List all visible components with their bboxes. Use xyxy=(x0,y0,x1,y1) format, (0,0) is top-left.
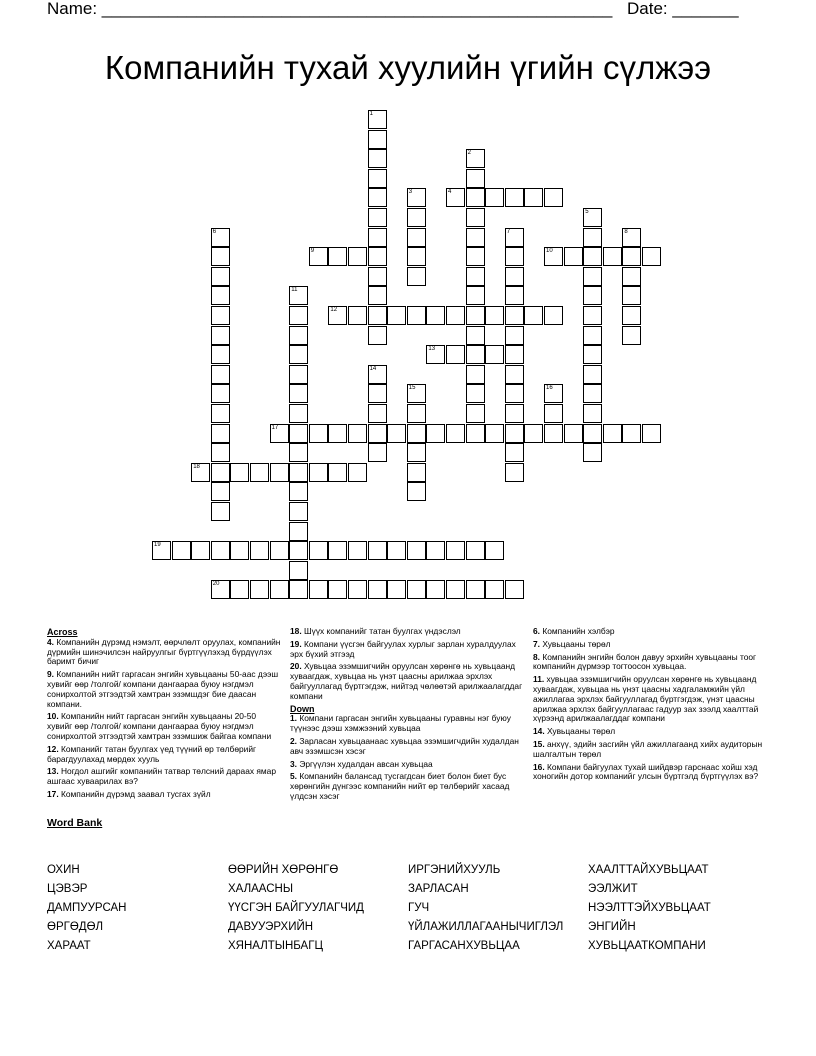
crossword-cell[interactable] xyxy=(407,404,426,423)
crossword-cell[interactable] xyxy=(466,247,485,266)
clue-item xyxy=(47,670,282,709)
crossword-cell[interactable] xyxy=(564,424,583,443)
crossword-cell[interactable] xyxy=(289,522,308,541)
crossword-cell[interactable] xyxy=(407,228,426,247)
clue-item xyxy=(47,745,282,765)
crossword-cell[interactable] xyxy=(230,580,249,599)
word-bank-item: ХАРААТ xyxy=(47,940,91,952)
word-bank-item: ҮЙЛАЖИЛЛАГААНЫЧИГЛЭЛ xyxy=(408,921,564,933)
crossword-cell[interactable] xyxy=(446,580,465,599)
crossword-cell[interactable] xyxy=(603,424,622,443)
crossword-cell[interactable] xyxy=(309,463,328,482)
crossword-cell[interactable] xyxy=(387,306,406,325)
clue-number: 19. xyxy=(290,638,302,649)
crossword-cell[interactable] xyxy=(368,365,387,384)
crossword-cell[interactable] xyxy=(583,286,602,305)
crossword-cell[interactable] xyxy=(426,541,445,560)
clue-item xyxy=(533,727,768,737)
cell-number: 5 xyxy=(585,209,589,215)
clue-number: 17. xyxy=(47,788,59,799)
crossword-cell[interactable] xyxy=(446,306,465,325)
clue-number: 13. xyxy=(47,766,59,777)
crossword-cell[interactable] xyxy=(466,580,485,599)
clue-item xyxy=(533,763,768,783)
crossword-cell[interactable] xyxy=(289,306,308,325)
name-label: Name: xyxy=(47,0,102,18)
crossword-cell[interactable] xyxy=(289,541,308,560)
clue-item xyxy=(47,790,282,800)
crossword-cell[interactable] xyxy=(289,384,308,403)
crossword-cell[interactable] xyxy=(289,580,308,599)
crossword-cell[interactable] xyxy=(368,286,387,305)
crossword-cell[interactable] xyxy=(211,345,230,364)
page-title: Компанийн тухай хуулийн үгийн сүлжээ xyxy=(104,49,712,86)
crossword-cell[interactable] xyxy=(368,443,387,462)
cell-number: 15 xyxy=(408,385,416,392)
crossword-cell[interactable] xyxy=(466,345,485,364)
crossword-cell[interactable] xyxy=(583,306,602,325)
crossword-cell[interactable] xyxy=(583,384,602,403)
crossword-cell[interactable] xyxy=(505,404,524,423)
crossword-cell[interactable] xyxy=(289,404,308,423)
crossword-cell[interactable] xyxy=(505,267,524,286)
crossword-cell[interactable] xyxy=(505,345,524,364)
crossword-cell[interactable] xyxy=(407,247,426,266)
crossword-cell[interactable] xyxy=(289,424,308,443)
crossword-cell[interactable] xyxy=(289,502,308,521)
crossword-cell[interactable] xyxy=(583,365,602,384)
crossword-cell[interactable] xyxy=(191,541,210,560)
cell-number: 8 xyxy=(624,228,628,235)
crossword-cell[interactable] xyxy=(544,424,563,443)
crossword-cell[interactable] xyxy=(328,580,347,599)
crossword-cell[interactable] xyxy=(309,247,328,266)
clue-number: 4. xyxy=(47,636,54,647)
cell-number: 11 xyxy=(291,287,298,294)
crossword-cell[interactable] xyxy=(368,326,387,345)
clue-item xyxy=(533,627,768,637)
clue-number: 8. xyxy=(533,651,540,662)
crossword-cell[interactable] xyxy=(328,463,347,482)
crossword-cell[interactable] xyxy=(407,580,426,599)
crossword-cell[interactable] xyxy=(485,424,504,443)
crossword-cell[interactable] xyxy=(407,306,426,325)
crossword-cell[interactable] xyxy=(583,267,602,286)
clue-item xyxy=(290,760,525,770)
crossword-cell[interactable] xyxy=(211,247,230,266)
word-bank-item: ЦЭВЭР xyxy=(47,883,88,895)
crossword-cell[interactable] xyxy=(172,541,191,560)
crossword-cell[interactable] xyxy=(466,267,485,286)
crossword-cell[interactable] xyxy=(348,541,367,560)
crossword-cell[interactable] xyxy=(544,188,563,207)
clue-text: анхүү, эдийн засгийн үйл ажиллагаанд хийх аудиторын шалгалтын төрөл xyxy=(533,738,763,759)
clues-column-2 xyxy=(290,627,525,805)
cell-number: 7 xyxy=(506,228,511,235)
clue-text: Хувьцааны төрөл xyxy=(546,726,616,737)
cell-number: 9 xyxy=(310,248,315,255)
crossword-cell[interactable] xyxy=(368,247,387,266)
word-bank-item: ИРГЭНИЙХУУЛЬ xyxy=(408,864,501,876)
crossword-cell[interactable] xyxy=(368,404,387,423)
crossword-cell[interactable] xyxy=(622,326,641,345)
clue-number: 1. xyxy=(290,713,297,724)
word-bank-item: ХУВЬЦААТКОМПАНИ xyxy=(588,940,706,952)
crossword-cell[interactable] xyxy=(211,365,230,384)
clue-text: Компанийн нийт гаргасан энгийн хувьцааны 50-аас дээш хувийг өөр /толгой/ компани дангаараа буюу нэгдмэл сонирхолтой этгээдтэй хамтран эзэмшдэг бие даасан компани. xyxy=(47,669,279,709)
clue-item xyxy=(290,714,525,734)
crossword-cell[interactable] xyxy=(466,286,485,305)
crossword-cell[interactable] xyxy=(446,541,465,560)
crossword-cell[interactable] xyxy=(368,208,387,227)
crossword-cell[interactable] xyxy=(211,541,230,560)
crossword-cell[interactable] xyxy=(466,228,485,247)
crossword-cell[interactable] xyxy=(505,424,524,443)
clue-text: Компанийн дүрэмд нэмэлт, өөрчлөлт оруулах, компанийн дүрмийн шинэчилсэн найруулгыг бүртгүүлэхэд бүрдүүлэх баримт бичиг xyxy=(47,636,281,667)
crossword-cell[interactable] xyxy=(544,384,563,403)
crossword-cell[interactable] xyxy=(622,247,641,266)
crossword-cell[interactable] xyxy=(211,286,230,305)
cell-number: 1 xyxy=(369,111,373,117)
crossword-cell[interactable] xyxy=(250,580,269,599)
crossword-cell[interactable] xyxy=(485,306,504,325)
crossword-cell[interactable] xyxy=(407,443,426,462)
crossword-cell[interactable] xyxy=(211,306,230,325)
clue-text: Хувьцаа эзэмшигчийн оруулсан хөрөнгө нь хувьцаанд хуваагдаж, хувьцаа нь үнэт цаасны арилжаа эрхлэх байгууллагад бүртгэгдэж, нийтэд чөлөөтэй арилжаалагддаг компани xyxy=(290,661,523,701)
crossword-cell[interactable] xyxy=(289,286,308,305)
crossword-cell[interactable] xyxy=(603,247,622,266)
cell-number: 16 xyxy=(546,385,553,392)
word-bank-item: ЗАРЛАСАН xyxy=(408,883,469,895)
word-bank-item: ҮҮСГЭН БАЙГУУЛАГЧИД xyxy=(228,902,364,914)
crossword-cell[interactable] xyxy=(485,580,504,599)
crossword-cell[interactable] xyxy=(348,580,367,599)
word-bank-item: ӨРГӨДӨЛ xyxy=(47,921,104,933)
cell-number: 13 xyxy=(428,346,436,353)
word-bank-heading: Word Bank xyxy=(47,817,103,829)
word-bank-item: ГАРГАСАНХУВЬЦАА xyxy=(408,940,520,952)
clue-text: хувьцаа эзэмшигчийн оруулсан хөрөнгө нь хувьцаанд хуваагдаж, хувьцаа нь үнэт цаасны хадгаламжийн үйл ажиллагаа эрхлэх байгууллагад бүртгэгдэж, үнэт цаасны арилжаа эрхлэх байгууллагаас гадуур зах зээлд хаалттай хүрээнд арилжаалагддаг компани xyxy=(533,674,759,724)
crossword-cell[interactable] xyxy=(466,384,485,403)
crossword-cell[interactable] xyxy=(368,169,387,188)
crossword-cell[interactable] xyxy=(230,463,249,482)
word-bank-item: ХЯНАЛТЫНБАГЦ xyxy=(228,940,323,952)
crossword-cell[interactable] xyxy=(368,384,387,403)
crossword-cell[interactable] xyxy=(446,424,465,443)
crossword-cell[interactable] xyxy=(368,130,387,149)
crossword-cell[interactable] xyxy=(426,306,445,325)
cell-number: 4 xyxy=(448,189,452,196)
crossword-cell[interactable] xyxy=(407,541,426,560)
crossword-cell[interactable] xyxy=(368,424,387,443)
crossword-cell[interactable] xyxy=(583,424,602,443)
clue-item xyxy=(47,767,282,787)
crossword-cell[interactable] xyxy=(407,384,426,403)
clue-text: Шүүх компанийг татан буулгах үндэслэл xyxy=(303,626,461,636)
clue-number: 10. xyxy=(47,711,59,722)
crossword-cell[interactable] xyxy=(289,482,308,501)
crossword-cell[interactable] xyxy=(211,384,230,403)
crossword-cell[interactable] xyxy=(348,306,367,325)
crossword-cell[interactable] xyxy=(622,286,641,305)
down-heading: Down xyxy=(290,703,315,714)
crossword-cell[interactable] xyxy=(485,188,504,207)
crossword-cell[interactable] xyxy=(564,247,583,266)
cell-number: 19 xyxy=(154,542,161,549)
crossword-cell[interactable] xyxy=(583,326,602,345)
clue-text: Ногдол ашгийг компанийн татвар төлсний дараах ямар ашгаас хуваарилах вэ? xyxy=(47,766,276,787)
crossword-cell[interactable] xyxy=(211,502,230,521)
clue-item xyxy=(290,772,525,801)
crossword-cell[interactable] xyxy=(407,188,426,207)
crossword-cell[interactable] xyxy=(505,384,524,403)
word-bank-item: ДАВУУЭРХИЙН xyxy=(228,921,314,933)
crossword-cell[interactable] xyxy=(622,424,641,443)
clue-number: 6. xyxy=(533,626,540,636)
crossword-cell[interactable] xyxy=(466,326,485,345)
word-bank-item: ХАЛААСНЫ xyxy=(228,883,294,895)
date-line: _______ xyxy=(672,0,739,18)
clues-column-1 xyxy=(47,627,282,803)
crossword-cell[interactable] xyxy=(289,365,308,384)
clue-text: Компанийн нийт гаргасан энгийн хувьцааны 20-50 хувийг өөр /толгой/ компани дангаараа буюу нэгдмэл сонирхолтой этгээдтэй хамтран эзэмшиж байгаа компани xyxy=(47,711,272,741)
clue-text: Компани гаргасан энгийн хувьцааны гуравны нэг буюу түүнээс дээш хэмжээний хувьцаа xyxy=(290,713,511,734)
clue-text: Эргүүлэн худалдан авсан хувьцаа xyxy=(299,758,433,769)
word-bank-item: НЭЭЛТТЭЙХУВЬЦААТ xyxy=(588,902,711,914)
crossword-cell[interactable] xyxy=(152,541,171,560)
crossword-cell[interactable] xyxy=(524,424,543,443)
crossword-cell[interactable] xyxy=(583,228,602,247)
cell-number: 6 xyxy=(212,228,217,235)
cell-number: 2 xyxy=(467,150,471,157)
crossword-cell[interactable] xyxy=(289,463,308,482)
crossword-cell[interactable] xyxy=(583,247,602,266)
crossword-cell[interactable] xyxy=(328,247,347,266)
crossword-cell[interactable] xyxy=(328,541,347,560)
cell-number: 20 xyxy=(212,581,220,588)
crossword-cell[interactable] xyxy=(211,443,230,462)
crossword-cell[interactable] xyxy=(485,541,504,560)
crossword-cell[interactable] xyxy=(270,541,289,560)
crossword-cell[interactable] xyxy=(505,326,524,345)
clue-number: 11. xyxy=(533,674,545,685)
crossword-cell[interactable] xyxy=(368,267,387,286)
clue-text: Компанийн дүрэмд заавал тусгах зүйл xyxy=(60,788,211,799)
clue-number: 14. xyxy=(533,726,545,737)
crossword-cell[interactable] xyxy=(289,326,308,345)
crossword-cell[interactable] xyxy=(505,286,524,305)
crossword-cell[interactable] xyxy=(270,424,289,443)
cell-number: 3 xyxy=(408,189,413,196)
crossword-cell[interactable] xyxy=(544,404,563,423)
crossword-cell[interactable] xyxy=(230,541,249,560)
crossword-cell[interactable] xyxy=(368,541,387,560)
crossword-cell[interactable] xyxy=(309,580,328,599)
crossword-cell[interactable] xyxy=(505,188,524,207)
clue-text: Хувьцааны төрөл xyxy=(542,638,611,649)
crossword-cell[interactable] xyxy=(583,208,602,227)
crossword-cell[interactable] xyxy=(524,188,543,207)
crossword-cell[interactable] xyxy=(328,424,347,443)
crossword-cell[interactable] xyxy=(524,306,543,325)
crossword-cell[interactable] xyxy=(505,306,524,325)
clue-text: Зарласан хувьцаанаас хувьцаа эзэмшигчдийн худалдан авч эзэмшсэн хэсэг xyxy=(290,735,519,756)
crossword-cell[interactable] xyxy=(466,541,485,560)
crossword-cell[interactable] xyxy=(446,188,465,207)
word-bank-item: ДАМПУУРСАН xyxy=(47,902,127,914)
across-heading: Across xyxy=(47,627,78,637)
clue-number: 9. xyxy=(47,669,54,680)
crossword-cell[interactable] xyxy=(250,463,269,482)
crossword-cell[interactable] xyxy=(583,443,602,462)
clues-column-3 xyxy=(533,627,768,785)
crossword-cell[interactable] xyxy=(289,443,308,462)
crossword-cell[interactable] xyxy=(270,580,289,599)
cell-number: 12 xyxy=(330,307,338,313)
clue-item xyxy=(290,662,525,701)
clue-item xyxy=(290,627,525,637)
crossword-cell[interactable] xyxy=(544,306,563,325)
clue-item xyxy=(533,740,768,760)
clue-text: Компанийн энгийн болон давуу эрхийн хувьцааны тоог компанийн дүрмээр тогтоосон хувьцаа. xyxy=(533,651,757,672)
clue-text: Компани үүсгэн байгуулах хурлыг зарлан хуралдуулах эрх бүхий этгээд xyxy=(290,638,516,659)
crossword-cell[interactable] xyxy=(466,404,485,423)
crossword-cell[interactable] xyxy=(466,306,485,325)
clue-number: 12. xyxy=(47,743,59,754)
crossword-cell[interactable] xyxy=(289,561,308,580)
crossword-cell[interactable] xyxy=(211,326,230,345)
crossword-cell[interactable] xyxy=(250,541,269,560)
crossword-cell[interactable] xyxy=(387,541,406,560)
crossword-cell[interactable] xyxy=(505,228,524,247)
crossword-cell[interactable] xyxy=(368,306,387,325)
clue-item xyxy=(290,640,525,660)
crossword-cell[interactable] xyxy=(348,463,367,482)
crossword-cell[interactable] xyxy=(583,404,602,423)
clue-item xyxy=(533,675,768,724)
crossword-cell[interactable] xyxy=(348,424,367,443)
crossword-cell[interactable] xyxy=(622,306,641,325)
crossword-cell[interactable] xyxy=(211,424,230,443)
word-bank-item: ГУЧ xyxy=(408,902,430,914)
crossword-cell[interactable] xyxy=(407,208,426,227)
date-label: Date: xyxy=(627,0,673,18)
crossword-cell[interactable] xyxy=(368,228,387,247)
crossword-cell[interactable] xyxy=(426,345,445,364)
crossword-cell[interactable] xyxy=(466,188,485,207)
crossword-cell[interactable] xyxy=(309,424,328,443)
crossword-cell[interactable] xyxy=(466,149,485,168)
crossword-cell[interactable] xyxy=(328,306,347,325)
clue-number: 16. xyxy=(533,761,545,772)
crossword-cell[interactable] xyxy=(309,541,328,560)
crossword-cell[interactable] xyxy=(622,228,641,247)
crossword-cell[interactable] xyxy=(407,463,426,482)
crossword-cell[interactable] xyxy=(387,424,406,443)
clue-text: Компани байгуулах тухай шийдвэр гарснаас хойш хэд хоногийн дотор компанийг улсын бүртгэлд бүртгүүлэх вэ? xyxy=(533,761,759,782)
crossword-cell[interactable] xyxy=(348,247,367,266)
crossword-cell[interactable] xyxy=(289,345,308,364)
crossword-cell[interactable] xyxy=(211,228,230,247)
clue-number: 5. xyxy=(290,771,297,782)
crossword-cell[interactable] xyxy=(505,580,524,599)
crossword-cell[interactable] xyxy=(368,580,387,599)
crossword-cell[interactable] xyxy=(544,247,563,266)
crossword-cell[interactable] xyxy=(466,169,485,188)
clue-number: 2. xyxy=(290,735,297,746)
crossword-cell[interactable] xyxy=(642,424,661,443)
crossword-cell[interactable] xyxy=(211,404,230,423)
crossword-cell[interactable] xyxy=(368,149,387,168)
clue-item xyxy=(47,712,282,741)
crossword-cell[interactable] xyxy=(211,482,230,501)
word-bank-item: ӨӨРИЙН ХӨРӨНГӨ xyxy=(228,864,339,876)
crossword-cell[interactable] xyxy=(368,188,387,207)
clue-text: Компанийн балансад тусгагдсан биет болон биет бус хөрөнгийн дүнгээс компанийн нийт өр төлбөрийг хасаад үлдсэн хэсэг xyxy=(290,771,510,801)
word-bank-item: ОХИН xyxy=(47,864,80,876)
cell-number: 10 xyxy=(546,248,553,255)
name-line: ______________________________________________________ xyxy=(101,0,613,18)
cell-number: 14 xyxy=(369,365,377,372)
clue-text: Компанийг татан буулгах үед түүний өр төлбөрийг барагдуулахад мөрдөх хууль xyxy=(47,743,257,764)
crossword-cell[interactable] xyxy=(505,463,524,482)
word-bank-item: ЭНГИЙН xyxy=(588,921,636,933)
crossword-cell[interactable] xyxy=(407,424,426,443)
crossword-cell[interactable] xyxy=(505,365,524,384)
clue-number: 20. xyxy=(290,661,302,672)
clue-number: 3. xyxy=(290,758,297,769)
crossword-cell[interactable] xyxy=(505,247,524,266)
word-bank-item: ХААЛТТАЙХУВЬЦААТ xyxy=(588,864,709,876)
crossword-cell[interactable] xyxy=(211,463,230,482)
clue-item xyxy=(533,653,768,673)
cell-number: 18 xyxy=(193,463,200,470)
crossword-cell[interactable] xyxy=(622,267,641,286)
crossword-cell[interactable] xyxy=(485,345,504,364)
crossword-cell[interactable] xyxy=(642,247,661,266)
clue-item xyxy=(533,640,768,650)
crossword-cell[interactable] xyxy=(446,345,465,364)
crossword-cell[interactable] xyxy=(211,267,230,286)
crossword-cell[interactable] xyxy=(426,580,445,599)
cell-number: 17 xyxy=(271,424,279,431)
crossword-cell[interactable] xyxy=(211,580,230,599)
clue-text: Компанийн хэлбэр xyxy=(542,626,615,636)
crossword-cell[interactable] xyxy=(407,482,426,501)
crossword-cell[interactable] xyxy=(387,580,406,599)
clue-item xyxy=(47,638,282,667)
crossword-cell[interactable] xyxy=(191,463,210,482)
crossword-cell[interactable] xyxy=(426,424,445,443)
clue-number: 7. xyxy=(533,638,540,649)
crossword-cell[interactable] xyxy=(407,267,426,286)
clue-item xyxy=(290,737,525,757)
crossword-cell[interactable] xyxy=(466,365,485,384)
crossword-cell[interactable] xyxy=(270,463,289,482)
clue-number: 15. xyxy=(533,738,545,749)
word-bank-item: ЭЭЛЖИТ xyxy=(588,883,638,895)
clue-number: 18. xyxy=(290,626,302,636)
crossword-cell[interactable] xyxy=(583,345,602,364)
crossword-cell[interactable] xyxy=(368,110,387,129)
crossword-cell[interactable] xyxy=(505,443,524,462)
crossword-cell[interactable] xyxy=(466,424,485,443)
crossword-cell[interactable] xyxy=(466,208,485,227)
